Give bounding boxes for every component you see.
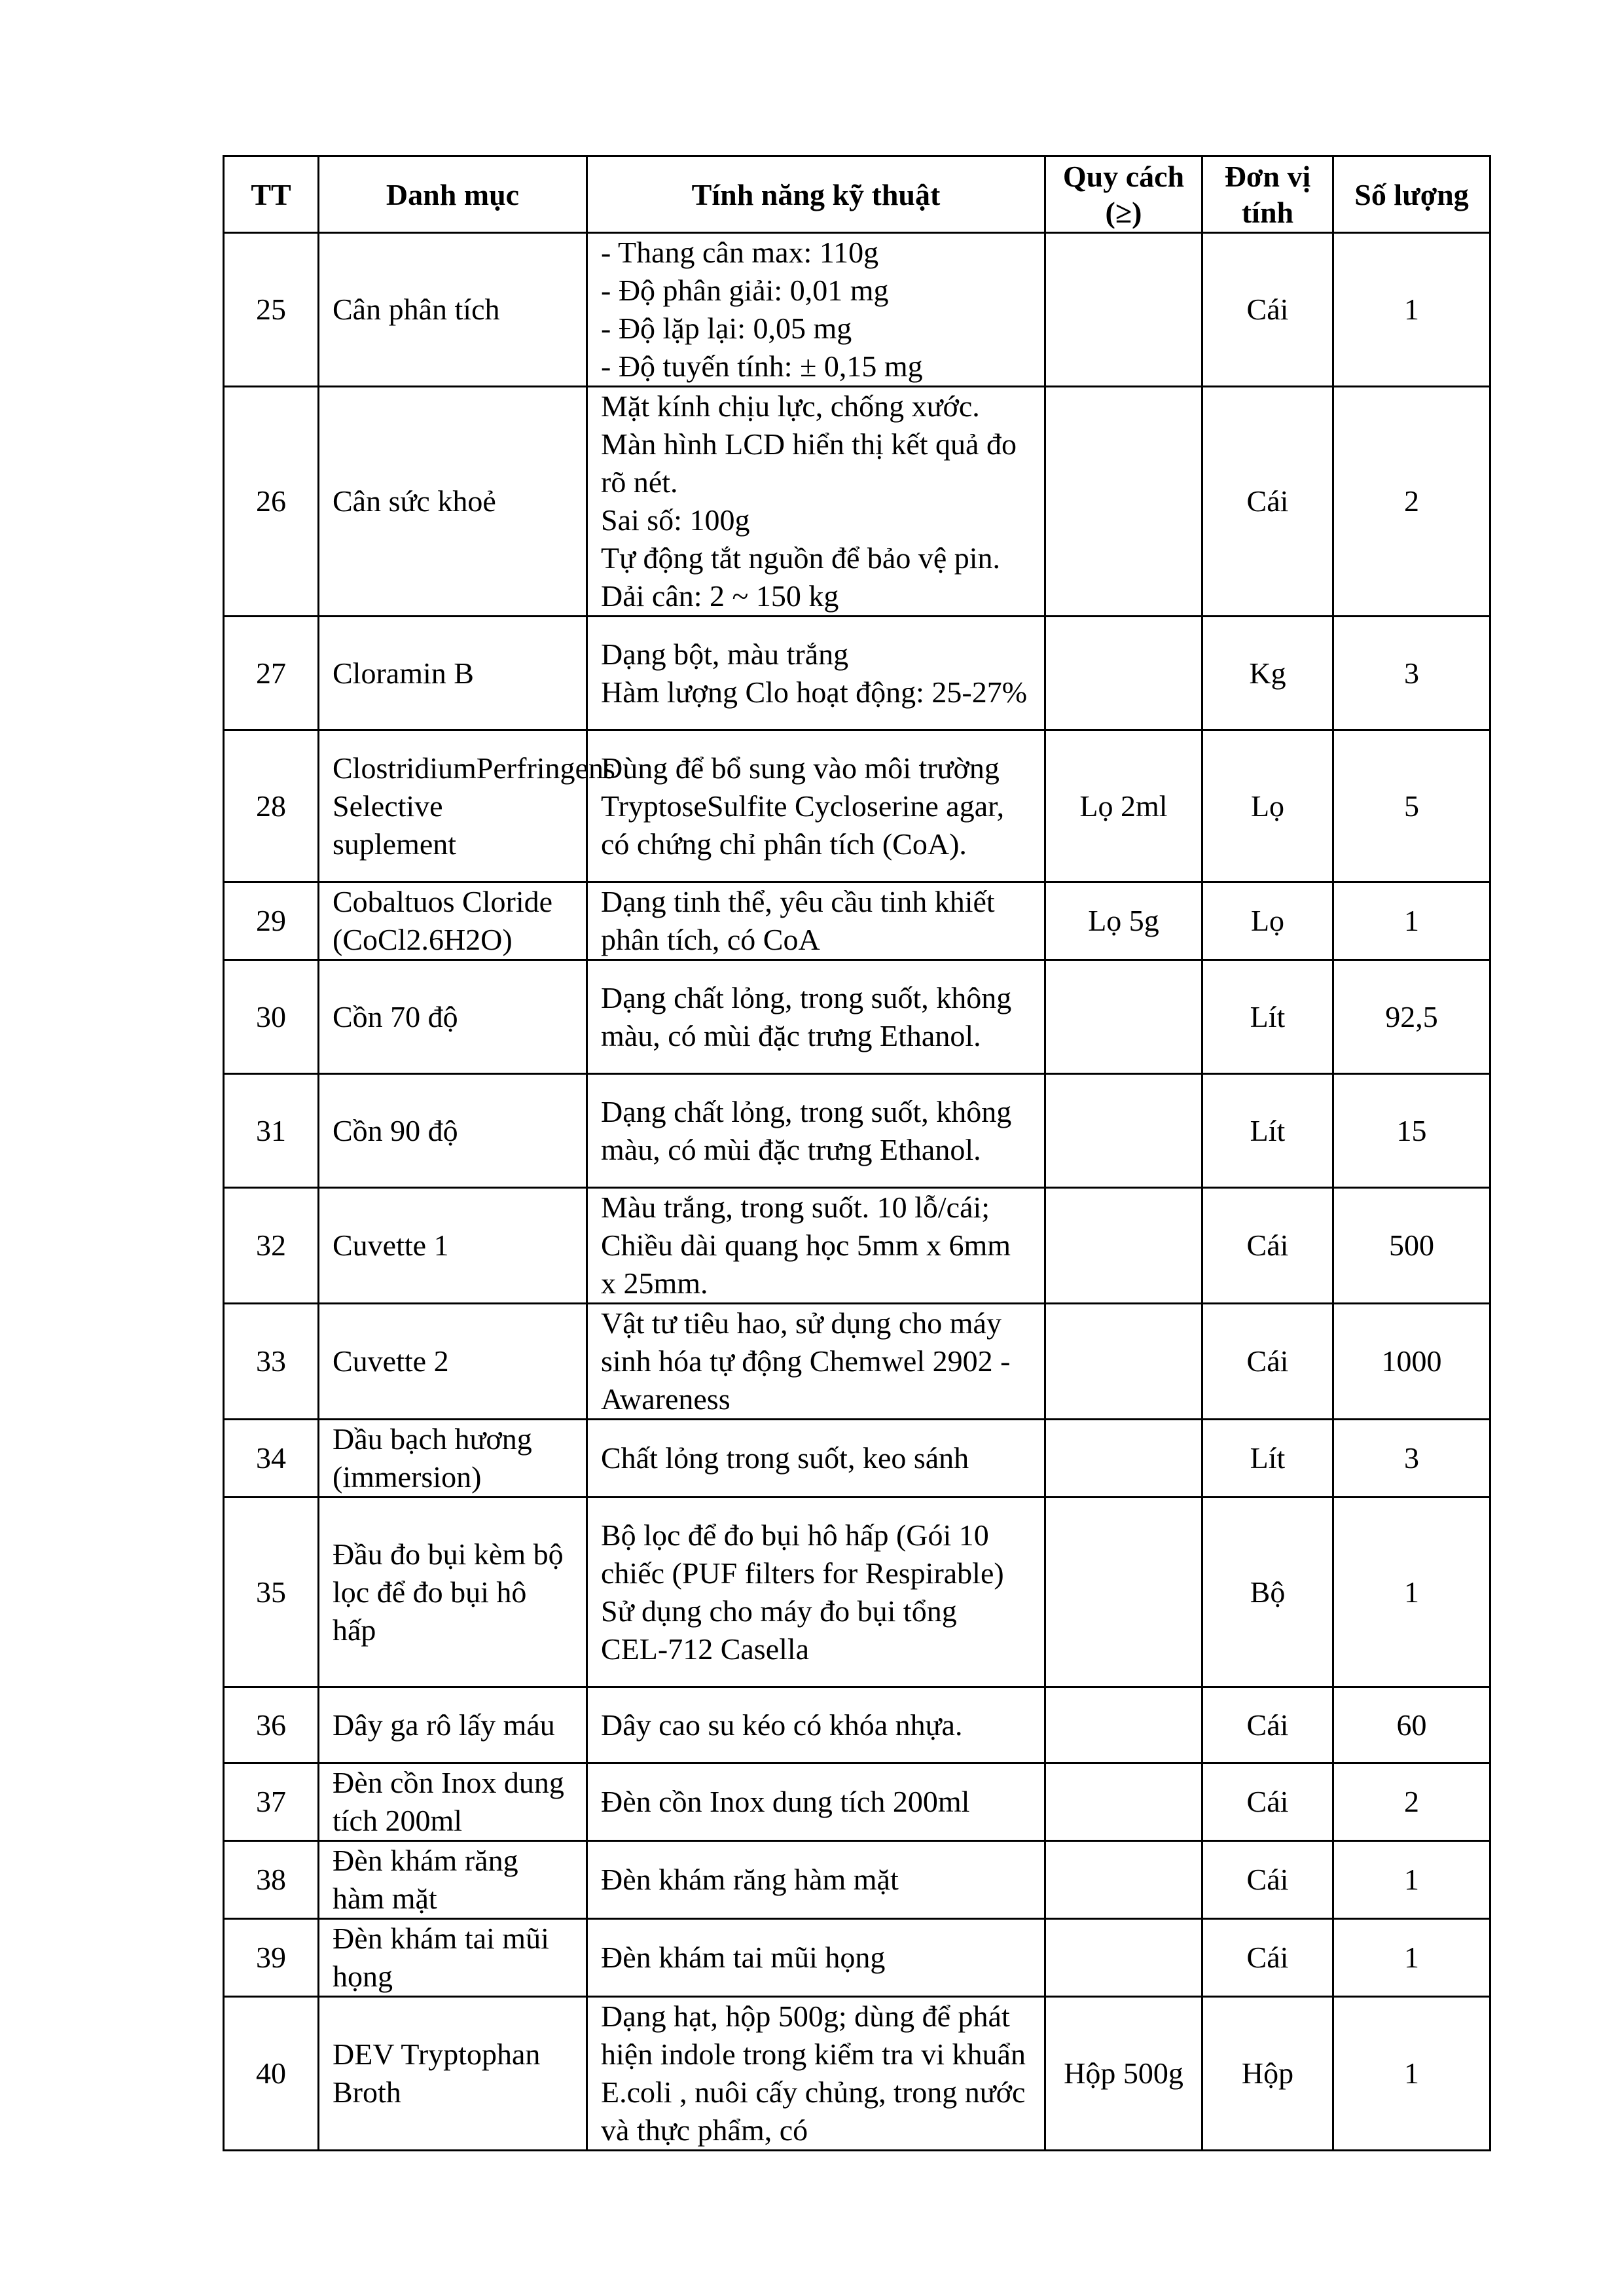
cell-tt: 39 bbox=[224, 1919, 319, 1997]
cell-category: Cồn 70 độ bbox=[319, 960, 587, 1074]
table-header-row bbox=[224, 156, 1490, 233]
cell-package bbox=[1045, 233, 1202, 387]
spec-line: Dạng chất lỏng, trong suốt, không màu, có mùi đặc trưng Ethanol. bbox=[601, 1094, 1012, 1166]
cell-quantity: 92,5 bbox=[1333, 960, 1490, 1074]
cell-package bbox=[1045, 1304, 1202, 1420]
cell-spec bbox=[587, 1763, 1045, 1841]
cell-unit: Cái bbox=[1202, 387, 1333, 617]
spec-line: Hàm lượng Clo hoạt động: 25-27% bbox=[601, 675, 1028, 709]
cell-category: DEV Tryptophan Broth bbox=[319, 1997, 587, 2151]
cell-package bbox=[1045, 387, 1202, 617]
cell-quantity: 1 bbox=[1333, 882, 1490, 960]
cell-tt: 33 bbox=[224, 1304, 319, 1420]
cell-unit: Hộp bbox=[1202, 1997, 1333, 2151]
table-row bbox=[224, 1841, 1490, 1919]
cell-tt: 32 bbox=[224, 1188, 319, 1304]
spec-line: Chất lỏng trong suốt, keo sánh bbox=[601, 1441, 969, 1475]
cell-quantity: 60 bbox=[1333, 1687, 1490, 1763]
table-row bbox=[224, 233, 1490, 387]
cell-spec bbox=[587, 1841, 1045, 1919]
cell-quantity: 1 bbox=[1333, 1919, 1490, 1997]
cell-unit: Lít bbox=[1202, 960, 1333, 1074]
table-row bbox=[224, 387, 1490, 617]
cell-category: Cân sức khoẻ bbox=[319, 387, 587, 617]
cell-spec bbox=[587, 233, 1045, 387]
cell-package: Hộp 500g bbox=[1045, 1997, 1202, 2151]
cell-unit: Cái bbox=[1202, 1188, 1333, 1304]
spec-line: Dạng hạt, hộp 500g; dùng để phát hiện indole trong kiểm tra vi khuẩn E.coli , nuôi cấy chủng, trong nước và thực phẩm, có bbox=[601, 2000, 1026, 2147]
cell-spec bbox=[587, 387, 1045, 617]
spec-line: Tự động tắt nguồn để bảo vệ pin. bbox=[601, 541, 1001, 575]
cell-spec bbox=[587, 1074, 1045, 1188]
cell-category: Dầu bạch hương (immersion) bbox=[319, 1420, 587, 1498]
cell-package: Lọ 5g bbox=[1045, 882, 1202, 960]
cell-unit: Lọ bbox=[1202, 730, 1333, 882]
cell-spec bbox=[587, 1687, 1045, 1763]
cell-unit: Cái bbox=[1202, 233, 1333, 387]
table-row bbox=[224, 1687, 1490, 1763]
cell-quantity: 1 bbox=[1333, 1498, 1490, 1687]
header-category: Danh mục bbox=[319, 156, 587, 233]
cell-spec bbox=[587, 730, 1045, 882]
cell-tt: 34 bbox=[224, 1420, 319, 1498]
table-row bbox=[224, 882, 1490, 960]
cell-tt: 25 bbox=[224, 233, 319, 387]
spec-line: Đèn cồn Inox dung tích 200ml bbox=[601, 1785, 970, 1818]
cell-quantity: 2 bbox=[1333, 387, 1490, 617]
cell-package bbox=[1045, 1841, 1202, 1919]
cell-quantity: 15 bbox=[1333, 1074, 1490, 1188]
cell-unit: Cái bbox=[1202, 1919, 1333, 1997]
spec-line: Dùng để bổ sung vào môi trường TryptoseSulfite Cycloserine agar, có chứng chỉ phân tích (CoA). bbox=[601, 751, 1005, 861]
cell-category: Đèn khám răng hàm mặt bbox=[319, 1841, 587, 1919]
cell-quantity: 3 bbox=[1333, 1420, 1490, 1498]
cell-package bbox=[1045, 1498, 1202, 1687]
cell-spec bbox=[587, 1498, 1045, 1687]
cell-quantity: 1 bbox=[1333, 233, 1490, 387]
header-tt: TT bbox=[224, 156, 319, 233]
cell-spec bbox=[587, 1188, 1045, 1304]
cell-tt: 40 bbox=[224, 1997, 319, 2151]
cell-category: Cồn 90 độ bbox=[319, 1074, 587, 1188]
cell-unit: Cái bbox=[1202, 1687, 1333, 1763]
cell-package bbox=[1045, 1188, 1202, 1304]
cell-category: Cân phân tích bbox=[319, 233, 587, 387]
spec-line: Dạng tinh thể, yêu cầu tinh khiết phân tích, có CoA bbox=[601, 885, 995, 956]
cell-unit: Lọ bbox=[1202, 882, 1333, 960]
table-row bbox=[224, 1763, 1490, 1841]
cell-package bbox=[1045, 1687, 1202, 1763]
cell-package bbox=[1045, 1420, 1202, 1498]
cell-category: Cuvette 1 bbox=[319, 1188, 587, 1304]
spec-line: Dạng chất lỏng, trong suốt, không màu, có mùi đặc trưng Ethanol. bbox=[601, 980, 1012, 1052]
document-page bbox=[223, 155, 1489, 2151]
cell-quantity: 1 bbox=[1333, 1997, 1490, 2151]
cell-category: ClostridiumPerfringens Selective suplement bbox=[319, 730, 587, 882]
spec-line: Sử dụng cho máy đo bụi tổng CEL-712 Casella bbox=[601, 1594, 957, 1666]
cell-unit: Cái bbox=[1202, 1304, 1333, 1420]
spec-line: Vật tư tiêu hao, sử dụng cho máy sinh hóa tự động Chemwel 2902 - Awareness bbox=[601, 1306, 1011, 1416]
cell-unit: Lít bbox=[1202, 1074, 1333, 1188]
table-row bbox=[224, 960, 1490, 1074]
cell-package bbox=[1045, 1074, 1202, 1188]
table-row bbox=[224, 1997, 1490, 2151]
table-row bbox=[224, 1074, 1490, 1188]
cell-quantity: 3 bbox=[1333, 617, 1490, 730]
cell-category: Cuvette 2 bbox=[319, 1304, 587, 1420]
equipment-table bbox=[223, 155, 1491, 2151]
cell-package bbox=[1045, 617, 1202, 730]
spec-line: - Thang cân max: 110g bbox=[601, 236, 879, 269]
table-row bbox=[224, 730, 1490, 882]
header-spec: Tính năng kỹ thuật bbox=[587, 156, 1045, 233]
header-unit: Đơn vị tính bbox=[1202, 156, 1333, 233]
table-body bbox=[224, 233, 1490, 2151]
cell-spec bbox=[587, 1304, 1045, 1420]
cell-unit: Lít bbox=[1202, 1420, 1333, 1498]
spec-line: Dải cân: 2 ~ 150 kg bbox=[601, 579, 839, 613]
header-package: Quy cách (≥) bbox=[1045, 156, 1202, 233]
cell-package bbox=[1045, 960, 1202, 1074]
spec-line: Màu trắng, trong suốt. 10 lỗ/cái; Chiều dài quang học 5mm x 6mm x 25mm. bbox=[601, 1191, 1011, 1300]
table-row bbox=[224, 1188, 1490, 1304]
cell-spec bbox=[587, 960, 1045, 1074]
cell-tt: 38 bbox=[224, 1841, 319, 1919]
table-row bbox=[224, 1420, 1490, 1498]
cell-quantity: 1 bbox=[1333, 1841, 1490, 1919]
spec-line: Đèn khám tai mũi họng bbox=[601, 1941, 886, 1974]
cell-category: Đầu đo bụi kèm bộ lọc để đo bụi hô hấp bbox=[319, 1498, 587, 1687]
header-quantity: Số lượng bbox=[1333, 156, 1490, 233]
cell-tt: 35 bbox=[224, 1498, 319, 1687]
cell-tt: 27 bbox=[224, 617, 319, 730]
cell-package bbox=[1045, 1763, 1202, 1841]
cell-unit: Bộ bbox=[1202, 1498, 1333, 1687]
cell-tt: 26 bbox=[224, 387, 319, 617]
spec-line: - Độ lặp lại: 0,05 mg bbox=[601, 312, 852, 345]
spec-line: Bộ lọc để đo bụi hô hấp (Gói 10 chiếc (PUF filters for Respirable) bbox=[601, 1518, 1004, 1590]
cell-unit: Cái bbox=[1202, 1841, 1333, 1919]
cell-unit: Cái bbox=[1202, 1763, 1333, 1841]
spec-line: Màn hình LCD hiển thị kết quả đo rõ nét. bbox=[601, 427, 1017, 499]
spec-line: Dây cao su kéo có khóa nhựa. bbox=[601, 1708, 963, 1742]
cell-tt: 30 bbox=[224, 960, 319, 1074]
cell-quantity: 500 bbox=[1333, 1188, 1490, 1304]
cell-category: Cobaltuos Cloride (CoCl2.6H2O) bbox=[319, 882, 587, 960]
cell-category: Đèn cồn Inox dung tích 200ml bbox=[319, 1763, 587, 1841]
cell-unit: Kg bbox=[1202, 617, 1333, 730]
spec-line: Đèn khám răng hàm mặt bbox=[601, 1863, 899, 1896]
cell-package: Lọ 2ml bbox=[1045, 730, 1202, 882]
cell-spec bbox=[587, 1919, 1045, 1997]
cell-quantity: 2 bbox=[1333, 1763, 1490, 1841]
cell-tt: 28 bbox=[224, 730, 319, 882]
table-row bbox=[224, 1304, 1490, 1420]
spec-line: - Độ phân giải: 0,01 mg bbox=[601, 274, 889, 307]
cell-spec bbox=[587, 617, 1045, 730]
spec-line: Sai số: 100g bbox=[601, 503, 750, 537]
cell-category: Đèn khám tai mũi họng bbox=[319, 1919, 587, 1997]
spec-line: - Độ tuyến tính: ± 0,15 mg bbox=[601, 350, 923, 383]
cell-spec bbox=[587, 1997, 1045, 2151]
cell-quantity: 1000 bbox=[1333, 1304, 1490, 1420]
table-row bbox=[224, 1498, 1490, 1687]
table-row bbox=[224, 617, 1490, 730]
cell-tt: 36 bbox=[224, 1687, 319, 1763]
table-row bbox=[224, 1919, 1490, 1997]
cell-category: Dây ga rô lấy máu bbox=[319, 1687, 587, 1763]
cell-tt: 37 bbox=[224, 1763, 319, 1841]
cell-quantity: 5 bbox=[1333, 730, 1490, 882]
spec-line: Mặt kính chịu lực, chống xước. bbox=[601, 389, 980, 423]
spec-line: Dạng bột, màu trắng bbox=[601, 637, 849, 671]
cell-tt: 29 bbox=[224, 882, 319, 960]
cell-package bbox=[1045, 1919, 1202, 1997]
cell-spec bbox=[587, 1420, 1045, 1498]
cell-category: Cloramin B bbox=[319, 617, 587, 730]
cell-spec bbox=[587, 882, 1045, 960]
cell-tt: 31 bbox=[224, 1074, 319, 1188]
